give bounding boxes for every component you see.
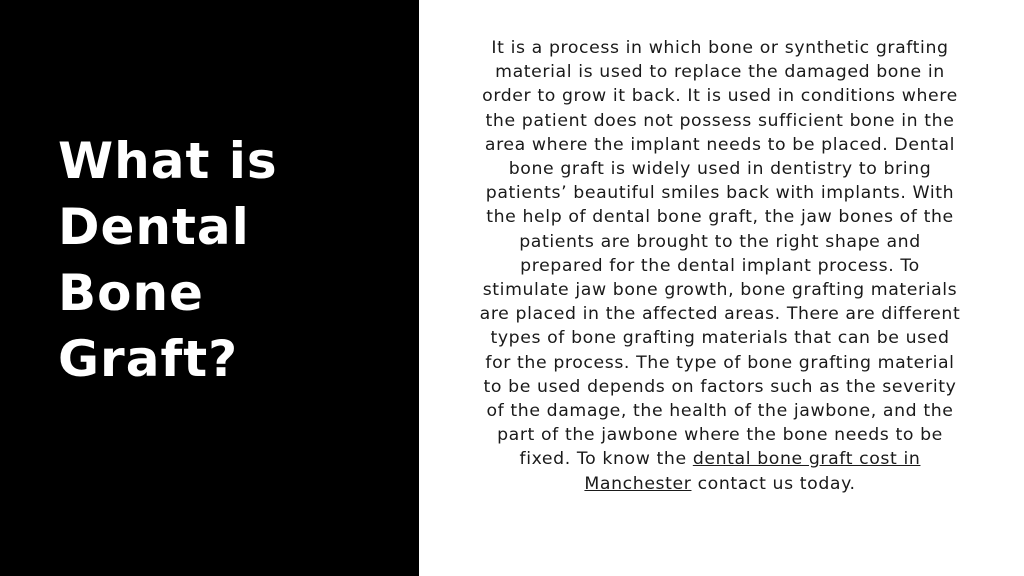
- body-paragraph: [475, 36, 965, 496]
- content-panel: [419, 0, 1024, 576]
- title-line-1: What is: [58, 132, 278, 190]
- slide-title: [58, 128, 398, 392]
- body-text-main: It is a process in which bone or synthetic grafting material is used to replace the damaged bone in order to grow it back. It is used in conditions where the patient does not possess sufficient bone in the area where the implant needs to be placed. Dental bone graft is widely used in dentistry to bring patients’ beautiful smiles back with implants. With the help of dental bone graft, the jaw bones of the patients are brought to the right shape and prepared for the dental implant process. To stimulate jaw bone growth, bone grafting materials are placed in the affected areas. There are different types of bone grafting materials that can be used for the process. The type of bone grafting material to be used depends on factors such as the severity of the damage, the health of the jawbone, and the part of the jawbone where the bone needs to be fixed. To know the: [479, 38, 961, 470]
- title-line-4: Graft?: [58, 330, 239, 388]
- body-text-end: contact us today.: [691, 473, 856, 494]
- title-line-2: Dental: [58, 198, 250, 256]
- title-panel: [0, 0, 419, 576]
- title-line-3: Bone: [58, 264, 204, 322]
- cost-link[interactable]: dental bone graft cost in Manchester: [584, 449, 921, 494]
